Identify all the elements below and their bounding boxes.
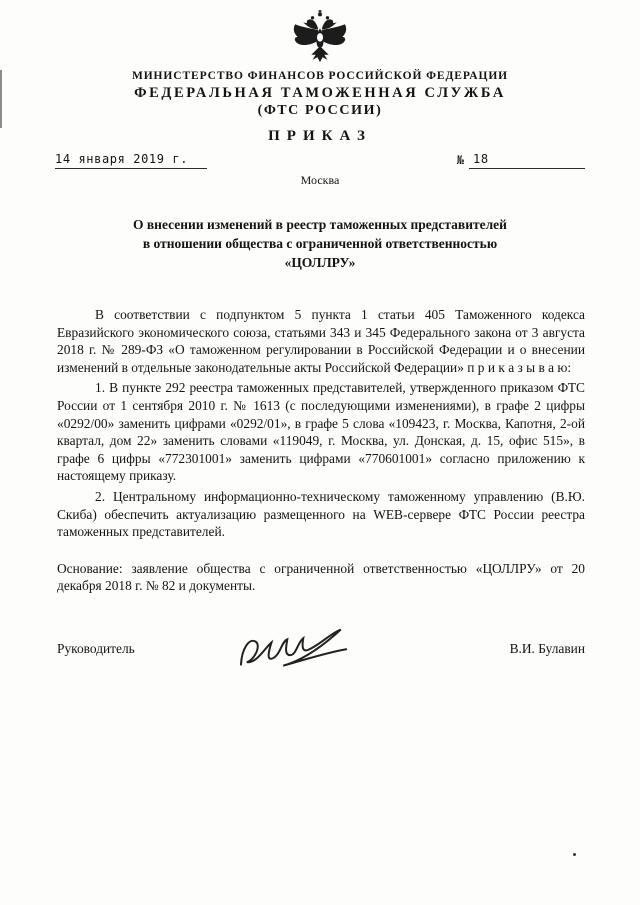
- document-title: [0, 215, 640, 272]
- signer-name: В.И. Булавин: [509, 640, 585, 656]
- order-number-field: [457, 152, 585, 169]
- order-number-value: 18: [469, 152, 585, 169]
- number-sign-label: №: [456, 153, 464, 167]
- preamble-paragraph: В соответствии с подпунктом 5 пункта 1 статьи 405 Таможенного кодекса Евразийского экономического союза, статьями 343 и 345 Федерального закона от 3 августа 2018 г. № 289-ФЗ «О таможенном регулировании в Российской Федерации и о внесении изменений в отдельные законодательные акты Российской Федерации» п р и к а з ы в а ю:: [57, 307, 585, 375]
- document-body: [0, 306, 640, 595]
- signature-block: [0, 627, 640, 671]
- document-title-line-1: О внесении изменений в реестр таможенных представителей: [133, 217, 507, 232]
- scan-edge-artifact: [0, 70, 2, 128]
- basis-paragraph: Основание: заявление общества с ограниченной ответственностью «ЦОЛЛРУ» от 20 декабря 2018 г. № 82 и документы.: [57, 560, 585, 594]
- agency-name: ФЕДЕРАЛЬНАЯ ТАМОЖЕННАЯ СЛУЖБА: [134, 85, 506, 101]
- agency-short-name: (ФТС РОССИИ): [257, 103, 383, 118]
- item-1-paragraph: 1. В пункте 292 реестра таможенных представителей, утвержденного приказом ФТС России от 1 сентября 2010 г. № 1613 (с последующими изменениями), в графе 2 цифры «0292/00» заменить цифрами «0292/01», в графе 5 слова «109423, г. Москва, Капотня, 2-ой квартал, дом 22» заменить словами «119049, г. Москва, ул. Донская, д. 15, офис 515», в графе 6 цифры «772301001» заменить цифрами «770601001» согласно приложению к настоящему приказу.: [57, 380, 585, 484]
- handwritten-signature: [231, 623, 354, 675]
- order-date-field: 14 января 2019 г.: [55, 152, 207, 169]
- city-label: Москва: [300, 173, 340, 187]
- document-title-line-2: в отношении общества с ограниченной ответственностью: [142, 236, 498, 251]
- scan-dot-artifact: [573, 853, 576, 856]
- signer-position: Руководитель: [57, 640, 135, 656]
- item-2-paragraph: 2. Центральному информационно-техническому таможенному управлению (В.Ю. Скиба) обеспечить актуализацию размещенного на WEB-сервере ФТС России реестра таможенных представителей.: [57, 488, 585, 540]
- russia-coat-of-arms-icon: [288, 10, 352, 66]
- date-number-line: [0, 152, 640, 169]
- document-title-line-3: «ЦОЛЛРУ»: [284, 255, 356, 270]
- ministry-name: МИНИСТЕРСТВО ФИНАНСОВ РОССИЙСКОЙ ФЕДЕРАЦИИ: [131, 70, 509, 82]
- document-type-heading: ПРИКАЗ: [268, 128, 372, 144]
